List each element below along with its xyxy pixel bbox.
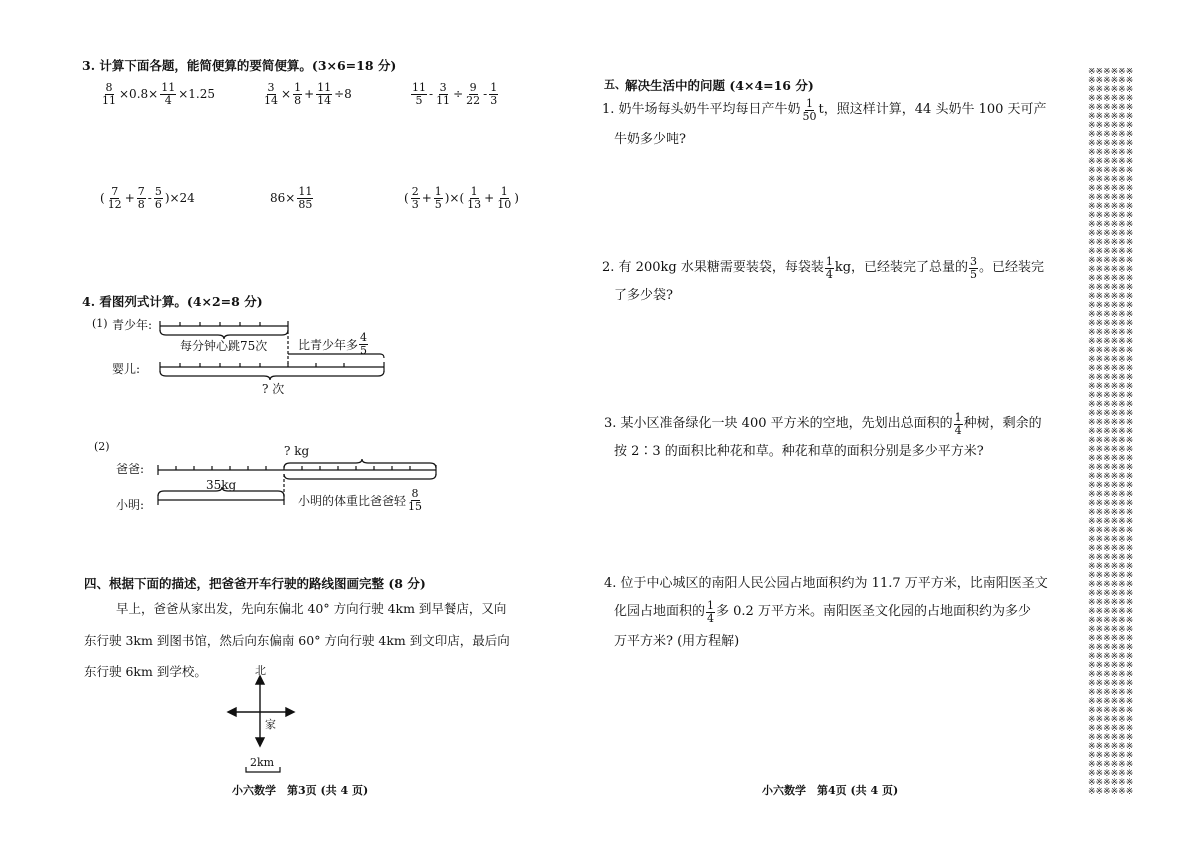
left-page-footer: 小六数学 第3页 (共 4 页) [232,784,369,797]
diagram1-teen-label: 青少年: [112,318,153,332]
seal-pattern-row: ※※※※※※ [1088,247,1134,257]
problem-3-line-1: 3. 某小区准备绿化一块 400 平方米的空地，先划出总面积的 $\frac{1}{4}$ 种树，剩余的 [604,410,1042,437]
seal-pattern-row: ※※※※※※ [1088,274,1134,284]
section-number-mark: 五、 [604,78,626,91]
diagram2-question: ? kg [284,444,310,458]
fraction: $\frac{11}{14}$ [317,81,332,107]
seal-pattern-row: ※※※※※※ [1088,760,1134,770]
route-description-line-3: 东行驶 6km 到学校。 [84,664,207,679]
seal-pattern-row: ※※※※※※ [1088,787,1134,797]
fraction: $\frac{11}{5}$ [412,81,426,107]
calc-expression-3: $\frac{11}{5}$ - $\frac{3}{11}$ ÷ $\frac{9}{22}$ - $\frac{1}{3}$ [412,81,498,107]
seal-pattern-row: ※※※※※※ [1088,508,1134,518]
seal-pattern-row: ※※※※※※ [1088,652,1134,662]
seal-pattern-row: ※※※※※※ [1088,670,1134,680]
fraction: $\frac{1}{8}$ [294,81,302,107]
seal-pattern-row: ※※※※※※ [1088,337,1134,347]
seal-pattern-row: ※※※※※※ [1088,526,1134,536]
diagram2-dad-label: 爸爸: [116,462,145,476]
seal-pattern-row: ※※※※※※ [1088,220,1134,230]
seal-pattern-row: ※※※※※※ [1088,688,1134,698]
diagram1-question: ? 次 [262,382,285,396]
right-page-footer: 小六数学 第4页 (共 4 页) [762,784,899,797]
seal-pattern-row: ※※※※※※ [1088,436,1134,446]
seal-pattern-row: ※※※※※※ [1088,733,1134,743]
fraction: $\frac{9}{22}$ [466,81,481,107]
seal-pattern-row: ※※※※※※ [1088,364,1134,374]
seal-pattern-row: ※※※※※※ [1088,202,1134,212]
fraction: $\frac{5}{6}$ [154,185,162,211]
seal-pattern-row: ※※※※※※ [1088,724,1134,734]
problem-1-line-1: 1. 奶牛场每头奶牛平均每日产牛奶 $\frac{1}{50}$ t，照这样计算，44 头奶牛 100 天可产 [602,96,1047,123]
seal-pattern-row: ※※※※※※ [1088,490,1134,500]
fraction: $\frac{11}{85}$ [298,185,313,211]
seal-pattern-row: ※※※※※※ [1088,292,1134,302]
problem-1-line-2: 牛奶多少吨? [614,132,686,147]
home-label: 家 [265,718,276,731]
fraction: $\frac{1}{5}$ [434,185,442,211]
seal-pattern-row: ※※※※※※ [1088,301,1134,311]
seal-pattern-row: ※※※※※※ [1088,463,1134,473]
seal-pattern-row: ※※※※※※ [1088,130,1134,140]
seal-pattern-row: ※※※※※※ [1088,607,1134,617]
north-label: 北 [255,664,266,677]
diagram2-segment-lines [150,454,445,520]
fraction: $\frac{3}{14}$ [264,81,278,107]
fraction: $\frac{1}{50}$ [802,96,817,123]
seal-pattern-row: ※※※※※※ [1088,94,1134,104]
diagram1-number: (1) [92,317,108,330]
fraction: $\frac{11}{4}$ [161,81,176,107]
seal-pattern-row: ※※※※※※ [1088,634,1134,644]
diagram1-compare: 比青少年多 $\frac{4}{5}$ [298,331,368,357]
seal-pattern-row: ※※※※※※ [1088,418,1134,428]
seal-pattern-row: ※※※※※※ [1088,697,1134,707]
seal-pattern-row: ※※※※※※ [1088,400,1134,410]
diagram1-brace-text: 每分钟心跳75次 [180,339,268,353]
seal-pattern-row: ※※※※※※ [1088,742,1134,752]
seal-pattern-row: ※※※※※※ [1088,391,1134,401]
diagram1-baby-label: 婴儿: [112,362,141,376]
seal-pattern-row: ※※※※※※ [1088,535,1134,545]
seal-pattern-row: ※※※※※※ [1088,715,1134,725]
seal-pattern-row: ※※※※※※ [1088,769,1134,779]
fraction: $\frac{7}{12}$ [107,185,122,211]
seal-pattern-row: ※※※※※※ [1088,544,1134,554]
seal-pattern-row: ※※※※※※ [1088,409,1134,419]
seal-pattern-row: ※※※※※※ [1088,517,1134,527]
seal-pattern-row: ※※※※※※ [1088,211,1134,221]
seal-pattern-row: ※※※※※※ [1088,427,1134,437]
calc-expression-6: ( $\frac{2}{3}$ + $\frac{1}{5}$ )×( $\frac{1}{13}$ + $\frac{1}{10}$ ) [404,185,519,211]
problem-2-line-1: 2. 有 200kg 水果糖需要装袋，每袋装 $\frac{1}{4}$ kg，已经装完了总量的 $\frac{3}{5}$ 。已经装完 [602,254,1045,281]
calc-expression-4: ( $\frac{7}{12}$ + $\frac{7}{8}$ - $\frac{5}{6}$ )×24 [100,185,195,211]
problem-2-line-2: 了多少袋? [614,288,673,303]
seal-pattern-row: ※※※※※※ [1088,355,1134,365]
fraction: $\frac{8}{11}$ [102,81,116,107]
fraction: $\frac{1}{3}$ [490,81,498,107]
seal-pattern-row: ※※※※※※ [1088,68,1134,77]
route-description-line-1: 早上，爸爸从家出发，先向东偏北 40° 方向行驶 4km 到早餐店，又向 [116,601,507,616]
diagram2-number: (2) [94,440,110,453]
binding-seal-pattern [1088,68,1152,798]
seal-pattern-row: ※※※※※※ [1088,157,1134,167]
seal-pattern-row: ※※※※※※ [1088,265,1134,275]
fraction: $\frac{1}{4}$ [825,254,833,281]
diagram2-ming-label: 小明: [116,498,145,512]
seal-pattern-row: ※※※※※※ [1088,103,1134,113]
seal-pattern-row: ※※※※※※ [1088,85,1134,95]
seal-pattern-row: ※※※※※※ [1088,598,1134,608]
fraction: $\frac{2}{3}$ [411,185,419,211]
problem-4-line-3: 万平方米? (用方程解) [614,634,740,649]
route-description-line-2: 东行驶 3km 到图书馆，然后向东偏南 60° 方向行驶 4km 到文印店，最后向 [84,633,510,648]
fraction: $\frac{7}{8}$ [137,185,145,211]
fraction: $\frac{1}{13}$ [467,185,482,211]
seal-pattern-row: ※※※※※※ [1088,679,1134,689]
seal-pattern-row: ※※※※※※ [1088,166,1134,176]
seal-pattern-row: ※※※※※※ [1088,553,1134,563]
seal-pattern-row: ※※※※※※ [1088,625,1134,635]
fraction: $\frac{3}{11}$ [436,81,451,107]
scale-bar [244,766,284,774]
seal-pattern-row: ※※※※※※ [1088,193,1134,203]
seal-pattern-row: ※※※※※※ [1088,382,1134,392]
seal-pattern-row: ※※※※※※ [1088,580,1134,590]
calc-expression-1: $\frac{8}{11}$ ×0.8× $\frac{11}{4}$ ×1.25 [102,81,215,107]
fraction: $\frac{1}{4}$ [707,598,715,625]
seal-pattern-row: ※※※※※※ [1088,589,1134,599]
seal-pattern-row: ※※※※※※ [1088,112,1134,122]
seal-pattern-row: ※※※※※※ [1088,238,1134,248]
seal-pattern-row: ※※※※※※ [1088,256,1134,266]
section4-title: 4. 看图列式计算。(4×2=8 分) [82,294,263,309]
diagram2-weight: 35kg [206,478,237,492]
fraction: $\frac{4}{5}$ [360,331,368,357]
scale-label: 2km [250,756,275,769]
seal-pattern-row: ※※※※※※ [1088,481,1134,491]
seal-pattern-row: ※※※※※※ [1088,373,1134,383]
diagram2-compare: 小明的体重比爸爸轻 $\frac{8}{15}$ [298,487,423,513]
problem-3-line-2: 按 2∶3 的面积比种花和草。种花和草的面积分别是多少平方米? [614,444,984,459]
seal-pattern-row: ※※※※※※ [1088,454,1134,464]
seal-pattern-row: ※※※※※※ [1088,706,1134,716]
seal-pattern-row: ※※※※※※ [1088,571,1134,581]
problem-4-line-1: 4. 位于中心城区的南阳人民公园占地面积约为 11.7 万平方米，比南阳医圣文 [604,576,1048,591]
seal-pattern-row: ※※※※※※ [1088,229,1134,239]
seal-pattern-row: ※※※※※※ [1088,751,1134,761]
fraction: $\frac{1}{4}$ [954,410,962,437]
seal-pattern-row: ※※※※※※ [1088,139,1134,149]
fraction: $\frac{8}{15}$ [408,487,423,513]
calc-expression-5: 86× $\frac{11}{85}$ [270,185,313,211]
right-section-title: 解决生活中的问题 (4×4=16 分) [625,78,814,93]
fraction: $\frac{1}{10}$ [497,185,512,211]
seal-pattern-row: ※※※※※※ [1088,346,1134,356]
seal-pattern-row: ※※※※※※ [1088,175,1134,185]
seal-pattern-row: ※※※※※※ [1088,319,1134,329]
seal-pattern-row: ※※※※※※ [1088,148,1134,158]
seal-pattern-row: ※※※※※※ [1088,310,1134,320]
seal-pattern-row: ※※※※※※ [1088,121,1134,131]
diagram1-segment-lines [150,312,400,398]
seal-pattern-row: ※※※※※※ [1088,283,1134,293]
seal-pattern-row: ※※※※※※ [1088,499,1134,509]
calc-expression-2: $\frac{3}{14}$ × $\frac{1}{8}$ + $\frac{11}{14}$ ÷8 [264,81,352,107]
seal-pattern-row: ※※※※※※ [1088,445,1134,455]
section-four-title: 四、根据下面的描述，把爸爸开车行驶的路线图画完整 (8 分) [84,576,426,591]
problem-4-line-2: 化园占地面积的 $\frac{1}{4}$ 多 0.2 万平方米。南阳医圣文化园的占地面积约为多少 [614,598,1031,625]
seal-pattern-row: ※※※※※※ [1088,661,1134,671]
seal-pattern-row: ※※※※※※ [1088,184,1134,194]
seal-pattern-row: ※※※※※※ [1088,562,1134,572]
seal-pattern-row: ※※※※※※ [1088,643,1134,653]
seal-pattern-row: ※※※※※※ [1088,328,1134,338]
seal-pattern-row: ※※※※※※ [1088,76,1134,86]
seal-pattern-row: ※※※※※※ [1088,472,1134,482]
seal-pattern-row: ※※※※※※ [1088,778,1134,788]
seal-pattern-row: ※※※※※※ [1088,616,1134,626]
section3-title: 3. 计算下面各题，能简便算的要简便算。(3×6=18 分) [82,58,397,73]
fraction: $\frac{3}{5}$ [970,254,978,281]
